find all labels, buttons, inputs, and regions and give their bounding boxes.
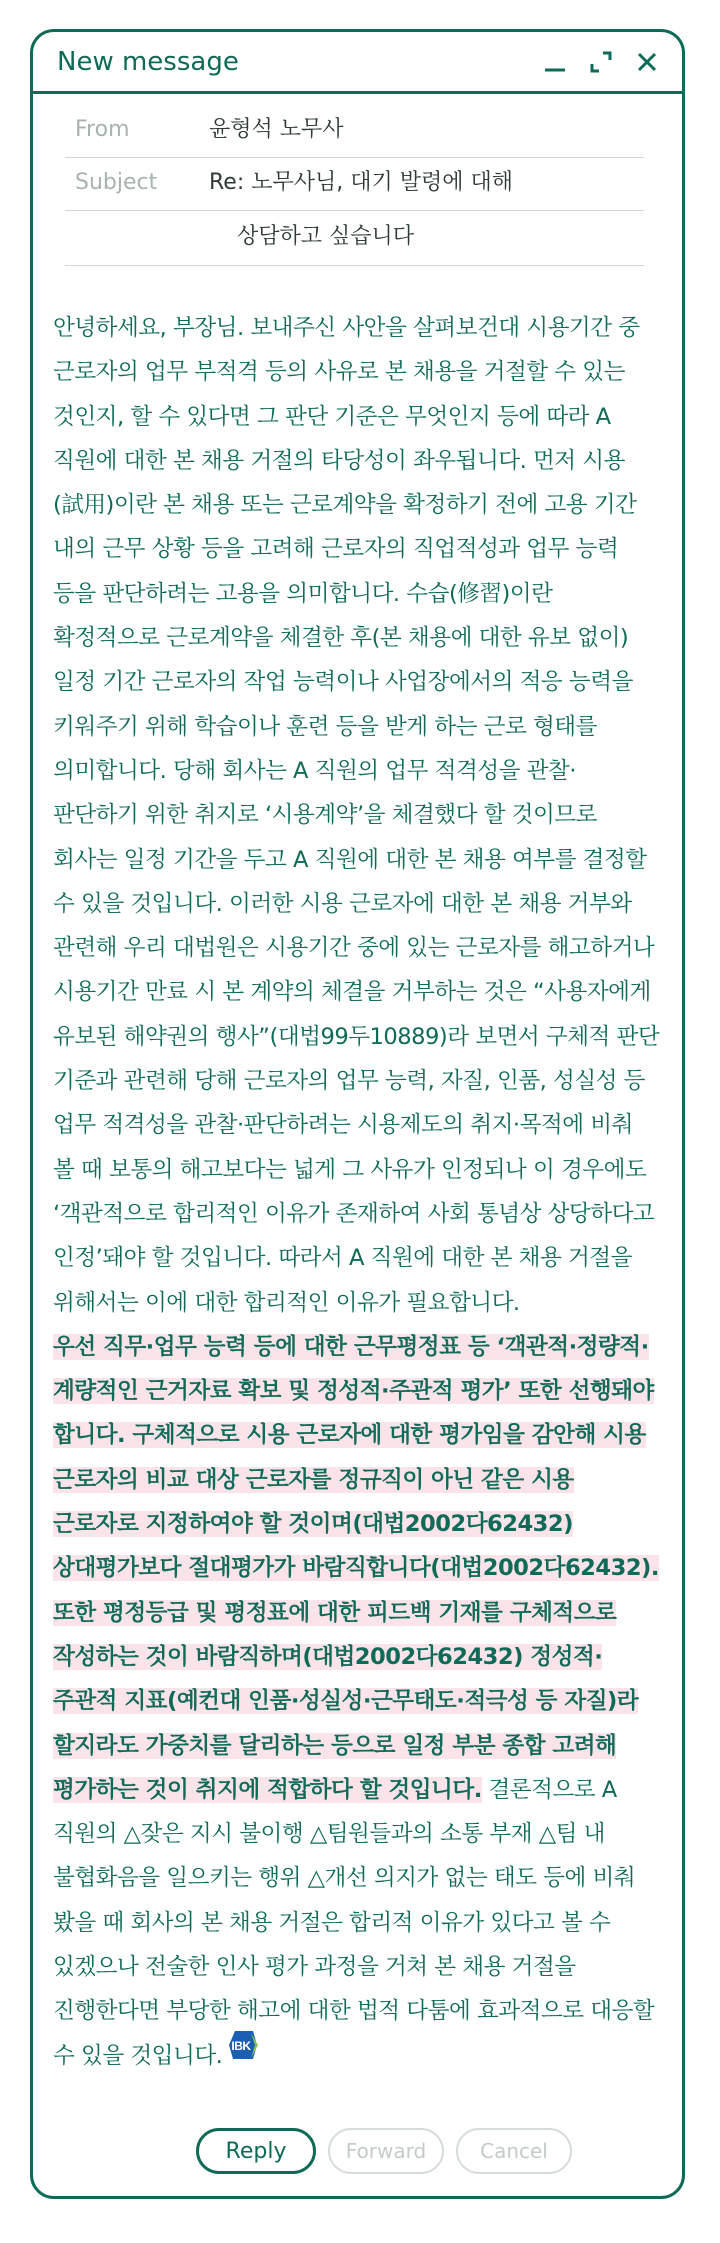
body-conclusion: 결론적으로 A 직원의 △잦은 지시 불이행 △팀원들과의 소통 부재 △팀 내 불협화음을 일으키는 행위 △개선 의지가 없는 태도 등에 비춰 봤을 때 회사의 본 채용 거절은 합리적 이유가 있다고 볼 수 있겠으나 전술한 인사 평가 과정을 거쳐 본 채용 거절을 진행한다면 부당한 해고에 대한 법적 다툼에 효과적으로 대응할 수 있을 것입니다. bbox=[53, 1776, 655, 2069]
ibk-logo-text: IBK bbox=[231, 2039, 251, 2054]
subject-value-continued[interactable]: 상담하고 싶습니다 bbox=[237, 224, 415, 249]
forward-button[interactable]: Forward bbox=[328, 2128, 444, 2174]
subject-label: Subject bbox=[75, 170, 158, 195]
subject-value[interactable]: Re: 노무사님, 대기 발령에 대해 bbox=[209, 170, 513, 195]
window-title: New message bbox=[57, 46, 239, 77]
subject-row bbox=[65, 158, 644, 211]
message-headers bbox=[65, 106, 644, 266]
cancel-button[interactable]: Cancel bbox=[456, 2128, 572, 2174]
subject-label-spacer bbox=[65, 223, 209, 251]
action-bar bbox=[33, 2128, 682, 2174]
close-icon[interactable] bbox=[634, 49, 660, 75]
from-label: From bbox=[75, 117, 130, 142]
body-paragraph: 안녕하세요, 부장님. 보내주신 사안을 살펴보건대 시용기간 중 근로자의 업무 부적격 등의 사유로 본 채용을 거절할 수 있는 것인지, 할 수 있다면 그 판단 기준은 무엇인지 등에 따라 A 직원에 대한 본 채용 거절의 타당성이 좌우됩니다. 먼저 시용(試用)이란 본 채용 또는 근로계약을 확정하기 전에 고용 기간 내의 근무 상황 등을 고려해 근로자의 직업적성과 업무 능력 등을 판단하려는 고용을 의미합니다. 수습(修習)이란 확정적으로 근로계약을 체결한 후(본 채용에 대한 유보 없이) 일정 기간 근로자의 작업 능력이나 사업장에서의 적응 능력을 키워주기 위해 학습이나 훈련 등을 받게 하는 근로 형태를 의미합니다. 당해 회사는 A 직원의 업무 적격성을 관찰·판단하기 위한 취지로 ‘시용계약’을 체결했다 할 것이므로 회사는 일정 기간을 두고 A 직원에 대한 본 채용 여부를 결정할 수 있을 것입니다. 이러한 시용 근로자에 대한 본 채용 거부와 관련해 우리 대법원은 시용기간 중에 있는 근로자를 해고하거나 시용기간 만료 시 본 계약의 체결을 거부하는 것은 “사용자에게 유보된 해약권의 행사”(대법99두10889)라 보면서 구체적 판단 기준과 관련해 당해 근로자의 업무 능력, 자질, 인품, 성실성 등 업무 적격성을 관찰·판단하려는 시용제도의 취지·목적에 비춰 볼 때 보통의 해고보다는 넓게 그 사유가 인정되나 이 경우에도 ‘객관적으로 합리적인 이유가 존재하여 사회 통념상 상당하다고 인정’돼야 할 것입니다. 따라서 A 직원에 대한 본 채용 거절을 위해서는 이에 대한 합리적인 이유가 필요합니다. bbox=[53, 315, 660, 1316]
maximize-icon[interactable] bbox=[588, 49, 614, 75]
minimize-icon[interactable] bbox=[542, 49, 568, 75]
from-row bbox=[65, 106, 644, 158]
message-body[interactable] bbox=[53, 306, 660, 2078]
window-controls bbox=[542, 49, 660, 75]
reply-button[interactable]: Reply bbox=[196, 2128, 316, 2174]
ibk-logo bbox=[226, 2028, 260, 2077]
from-value[interactable]: 윤형석 노무사 bbox=[209, 117, 344, 142]
highlighted-paragraph: 우선 직무·업무 능력 등에 대한 근무평정표 등 ‘객관적·정량적·계량적인 근거자료 확보 및 정성적·주관적 평가’ 또한 선행돼야 합니다. 구체적으로 시용 근로자에 대한 평가임을 감안해 시용 근로자의 비교 대상 근로자를 정규직이 아닌 같은 시용 근로자로 지정하여야 할 것이며(대법2002다62432) 상대평가보다 절대평가가 바람직합니다(대법2002다62432). 또한 평정등급 및 평정표에 대한 피드백 기재를 구체적으로 작성하는 것이 바람직하며(대법2002다62432) 정성적·주관적 지표(예컨대 인품·성실성·근무태도·적극성 등 자질)라 할지라도 가중치를 달리하는 등으로 일정 부분 종합 고려해 평가하는 것이 취지에 적합하다 할 것입니다. bbox=[53, 1333, 659, 1803]
subject-row-continued bbox=[65, 211, 644, 266]
title-bar bbox=[33, 32, 682, 94]
message-window bbox=[30, 29, 685, 2199]
